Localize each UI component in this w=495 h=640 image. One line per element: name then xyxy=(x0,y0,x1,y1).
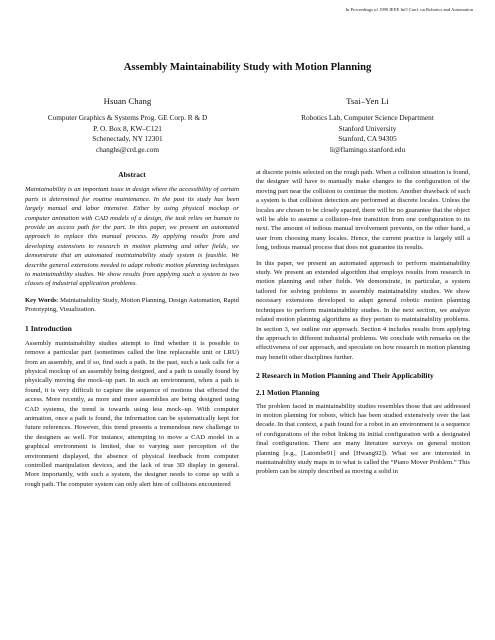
author-name: Hsuan Chang xyxy=(103,96,152,106)
body-paragraph: at discrete points selected on the rough path. When a collision situation is found, the designer will have to manually make changes to the configuration of the moving part near the collision to continue the motion. Another drawback of such a system is that collision detection are performed at discrete locales. Unless the locales are chosen to be closely spaced, there will be no guarantee that the object will be able to assume a collision–free transition from one configuration to its next. The amount of tedious manual involvement prevents, on the other hand, a user from choosing many locales. Hence, the current practice is largely still a long, tedious manual process that does not guarantee its results. xyxy=(256,169,470,252)
author-affiliation: Computer Graphics & Systems Prog. GE Corp. R & D xyxy=(47,112,208,122)
abstract-text: Maintainability is an important issue in design where the accessibility of certain parts is determined for routine maintenance. In the past its study has been largely manual and labor intensive. Either by using physical mockup or computer animation with CAD models of a design, the task relies on human to provide an access path for the part. In this paper, we present an automated approach to replace this manual process. By applying results from and developing extensions to research in motion planning and other fields, we demonstrate that an automated maintainability study system is feasible. We describe general extensions needed to adapt robotic motion planning techniques to maintainability studies. We show results from applying such a system to two classes of industrial application problems. xyxy=(25,186,239,288)
author-email: li@flamingo.stanford.edu xyxy=(329,145,406,155)
section-heading-introduction: 1 Introduction xyxy=(25,323,72,333)
right-column xyxy=(256,168,470,483)
subsection-heading-motion-planning: 2.1 Motion Planning xyxy=(256,388,320,398)
author-city: Schenectady, NY 12301 xyxy=(92,134,163,144)
left-column xyxy=(25,168,239,495)
keywords-label: Key Words xyxy=(25,296,57,304)
abstract-heading: Abstract xyxy=(118,170,146,179)
keywords-text: : Maintainability Study, Motion Planning, Design Automation, Rapid Prototyping, Visualization. xyxy=(25,296,239,314)
author-address: Stanford University xyxy=(338,123,397,133)
author-name: Tsai–Yen Li xyxy=(346,96,389,106)
author-city: Stanford, CA 94305 xyxy=(338,134,397,144)
section-heading-research: 2 Research in Motion Planning and Their Applicability xyxy=(256,371,434,381)
author-address: P. O. Box 8, KW–C121 xyxy=(93,123,162,133)
author-block-2 xyxy=(260,96,475,156)
body-paragraph: The problem faced in maintainability studies resembles those that are addressed in motion planning for robots, which has been studied extensively over the last decade. In that context, a path found for a robot in an environment is a sequence of configurations of the robot linking its initial configuration with a designated final configuration. There are many literature surveys on general motion planning [e.g., [Latombe91] and [Hwang92]). What we are interested in maintainability study maps in to what is called the “Piano Mover Problem.” This problem can be simply described as moving a solid in xyxy=(256,402,470,476)
author-block-1 xyxy=(20,96,235,156)
running-header: In Proceedings of 1999 IEEE Int'l Conf. on Robotics and Automation xyxy=(345,7,473,12)
body-paragraph: In this paper, we present an automated approach to perform maintainability study. We present an extended algorithm that employs results from research in motion planning and other fields. We demonstrate, in particular, a system tailored for solving problems in assembly maintainability studies. We show necessary extensions developed to adapt general robotic motion planning techniques to perform maintainability studies. In the next section, we analyze related motion planning algorithms as they pertain to maintainability problems. In section 3, we outline our approach. Section 4 includes results from applying the approach to different industrial problems. We conclude with remarks on the effectiveness of our approach, and speculate on how research in motion planning may benefit other disciplines further. xyxy=(256,259,470,361)
paper-title: Assembly Maintainability Study with Motion Planning xyxy=(123,62,372,73)
keywords xyxy=(25,296,239,315)
author-affiliation: Robotics Lab, Computer Science Department xyxy=(301,112,434,122)
author-email: changhs@crd.ge.com xyxy=(95,145,160,155)
introduction-paragraph: Assembly maintainability studies attempt to find whether it is possible to remove a particular part (sometimes called the line replaceable unit or LRU) from an assembly, and if so, find such a path. In the past, such a task calls for a physical mockup of an assembly being designed, and a path is usually found by physically moving the mock–up part. In such an environment, when a path is found, it is very difficult to capture the sequence of motions that effected the access. More recently, as more and more assemblies are being designed using CAD systems, the trend is towards using less mock–up. With computer animation, once a path is found, the information can be systematically kept for future references. However, this trend presents a tremendous new challenge to the designers as well. For instance, attempting to move a CAD model in a graphical environment is limited, due to varying user perception of the environment displayed, the absence of physical feedback from computer controlled manipulation devices, and the lack of true 3D display in general. More importantly, with such a system, the designer needs to come up with a rough path. The computer system can only alert him of collisions encountered xyxy=(25,339,239,488)
